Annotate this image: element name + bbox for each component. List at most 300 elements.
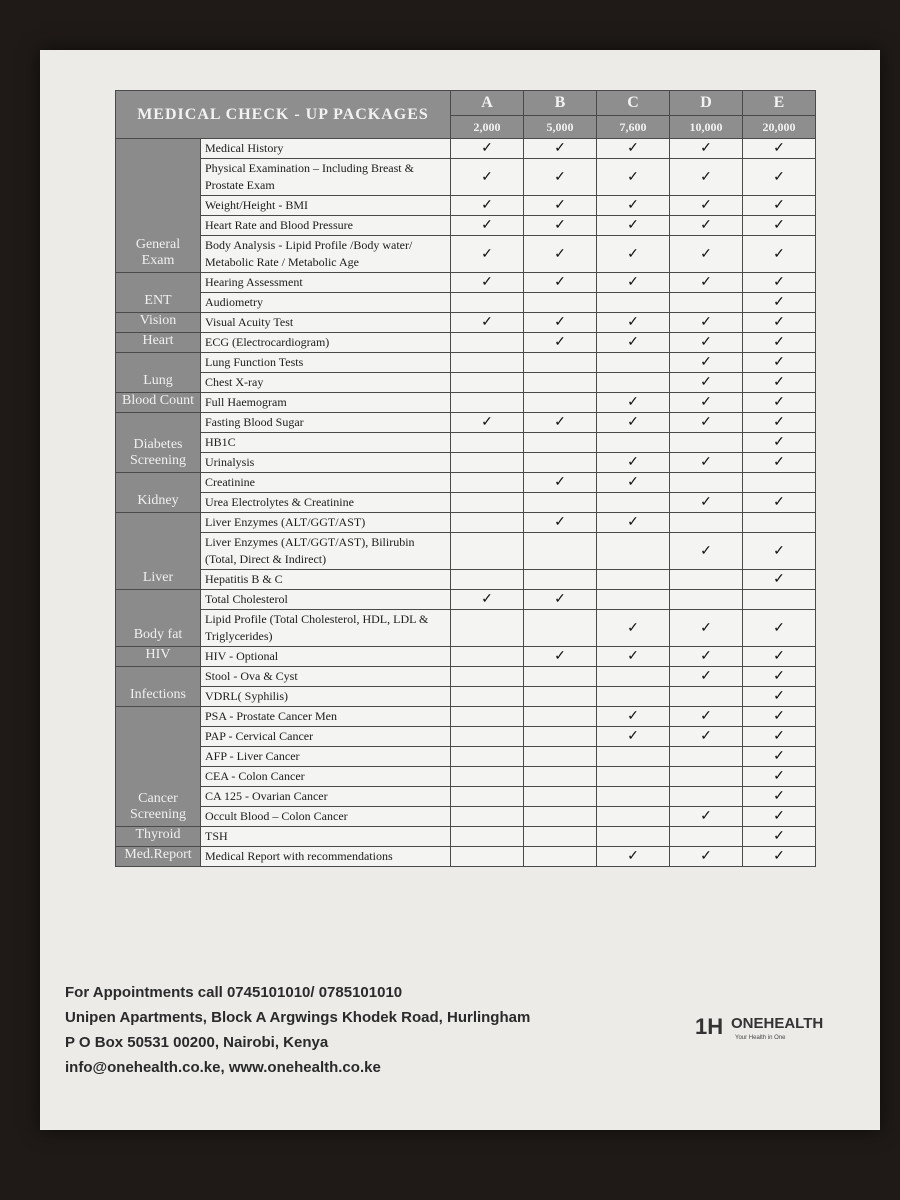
table-row [116, 453, 816, 473]
checkmark-icon: ✓ [773, 169, 785, 185]
test-name-cell: Lipid Profile (Total Cholesterol, HDL, LDL & Triglycerides) [201, 610, 451, 647]
test-name-cell: Hepatitis B & C [201, 570, 451, 590]
checkmark-icon: ✓ [773, 669, 785, 684]
package-d-cell [670, 393, 743, 413]
package-e-cell [743, 313, 816, 333]
package-e-cell [743, 236, 816, 273]
table-row [116, 767, 816, 787]
table-row [116, 747, 816, 767]
package-d-cell [670, 727, 743, 747]
package-d-cell [670, 493, 743, 513]
package-a-cell [451, 847, 524, 867]
checkmark-icon: ✓ [700, 415, 712, 430]
checkmark-icon: ✓ [627, 275, 639, 290]
checkmark-icon: ✓ [773, 649, 785, 664]
checkmark-icon: ✓ [627, 198, 639, 213]
test-name-cell: Full Haemogram [201, 393, 451, 413]
test-name-cell: HB1C [201, 433, 451, 453]
package-b-cell [524, 393, 597, 413]
package-c-cell [597, 807, 670, 827]
checkmark-icon: ✓ [773, 789, 785, 804]
package-a-header: A [451, 91, 524, 116]
table-title: MEDICAL CHECK - UP PACKAGES [116, 91, 451, 139]
package-a-cell [451, 610, 524, 647]
package-b-cell [524, 767, 597, 787]
test-name-cell: Fasting Blood Sugar [201, 413, 451, 433]
package-a-cell [451, 433, 524, 453]
test-name-cell: Medical History [201, 139, 451, 159]
package-d-cell [670, 707, 743, 727]
checkmark-icon: ✓ [627, 315, 639, 330]
category-cell: Liver [116, 513, 201, 590]
checkmark-icon: ✓ [627, 515, 639, 530]
checkmark-icon: ✓ [554, 475, 566, 490]
test-name-cell: PAP - Cervical Cancer [201, 727, 451, 747]
package-e-cell [743, 513, 816, 533]
checkmark-icon: ✓ [481, 315, 493, 330]
package-d-cell [670, 196, 743, 216]
package-e-cell [743, 667, 816, 687]
checkmark-icon: ✓ [554, 415, 566, 430]
package-b-cell [524, 293, 597, 313]
checkmark-icon: ✓ [627, 729, 639, 744]
checkmark-icon: ✓ [773, 769, 785, 784]
package-c-header: C [597, 91, 670, 116]
email-web-line: info@onehealth.co.ke, www.onehealth.co.ke [65, 1059, 381, 1076]
package-d-cell [670, 453, 743, 473]
package-e-cell [743, 787, 816, 807]
checkmark-icon: ✓ [773, 275, 785, 290]
test-name-cell: Chest X-ray [201, 373, 451, 393]
checkmark-icon: ✓ [554, 592, 566, 607]
package-d-cell [670, 667, 743, 687]
package-d-cell [670, 216, 743, 236]
checkmark-icon: ✓ [773, 455, 785, 470]
package-b-cell [524, 847, 597, 867]
package-b-cell [524, 570, 597, 590]
table-row [116, 787, 816, 807]
package-d-cell [670, 533, 743, 570]
package-a-cell [451, 747, 524, 767]
checkmark-icon: ✓ [627, 141, 639, 156]
package-b-cell [524, 533, 597, 570]
package-c-cell [597, 493, 670, 513]
checkmark-icon: ✓ [627, 246, 639, 262]
category-cell: ENT [116, 273, 201, 313]
package-c-cell [597, 373, 670, 393]
table-row [116, 333, 816, 353]
checkmark-icon: ✓ [773, 395, 785, 410]
test-name-cell: Occult Blood – Colon Cancer [201, 807, 451, 827]
table-row [116, 493, 816, 513]
category-cell: Thyroid [116, 827, 201, 847]
test-name-cell: Creatinine [201, 473, 451, 493]
package-e-cell [743, 373, 816, 393]
checkmark-icon: ✓ [700, 275, 712, 290]
package-c-cell [597, 533, 670, 570]
checkmark-icon: ✓ [627, 649, 639, 664]
table-row [116, 473, 816, 493]
package-c-cell [597, 236, 670, 273]
table-row [116, 433, 816, 453]
checkmark-icon: ✓ [700, 218, 712, 233]
table-row [116, 159, 816, 196]
package-d-cell [670, 293, 743, 313]
package-d-cell [670, 590, 743, 610]
checkmark-icon: ✓ [481, 246, 493, 262]
checkmark-icon: ✓ [700, 809, 712, 824]
checkmark-icon: ✓ [773, 620, 785, 636]
package-b-cell [524, 513, 597, 533]
package-b-header: B [524, 91, 597, 116]
table-row [116, 413, 816, 433]
package-e-cell [743, 453, 816, 473]
package-d-price: 10,000 [670, 116, 743, 139]
address-line: Unipen Apartments, Block A Argwings Khodek Road, Hurlingham [65, 1009, 531, 1026]
checkmark-icon: ✓ [700, 543, 712, 559]
package-c-cell [597, 159, 670, 196]
test-name-cell: VDRL( Syphilis) [201, 687, 451, 707]
package-a-cell [451, 807, 524, 827]
package-e-cell [743, 216, 816, 236]
checkmark-icon: ✓ [773, 709, 785, 724]
package-c-cell [597, 747, 670, 767]
package-a-cell [451, 570, 524, 590]
package-c-cell [597, 707, 670, 727]
package-e-cell [743, 687, 816, 707]
checkmark-icon: ✓ [627, 849, 639, 864]
price-list-sheet [40, 50, 880, 1130]
checkmark-icon: ✓ [773, 849, 785, 864]
package-d-cell [670, 687, 743, 707]
package-c-cell [597, 767, 670, 787]
checkmark-icon: ✓ [700, 375, 712, 390]
package-e-cell [743, 139, 816, 159]
package-a-cell [451, 159, 524, 196]
package-a-cell [451, 647, 524, 667]
package-b-cell [524, 139, 597, 159]
package-d-cell [670, 610, 743, 647]
package-b-cell [524, 827, 597, 847]
package-a-cell [451, 767, 524, 787]
checkmark-icon: ✓ [773, 435, 785, 450]
checkmark-icon: ✓ [700, 729, 712, 744]
po-box-line: P O Box 50531 00200, Nairobi, Kenya [65, 1034, 329, 1051]
checkmark-icon: ✓ [554, 218, 566, 233]
table-row [116, 610, 816, 647]
package-b-cell [524, 413, 597, 433]
package-a-cell [451, 707, 524, 727]
checkmark-icon: ✓ [700, 395, 712, 410]
package-c-cell [597, 273, 670, 293]
package-b-cell [524, 196, 597, 216]
package-a-cell [451, 787, 524, 807]
logo-name: ONEHEALTH [731, 1015, 824, 1032]
package-b-price: 5,000 [524, 116, 597, 139]
package-e-cell [743, 273, 816, 293]
package-a-cell [451, 453, 524, 473]
checkmark-icon: ✓ [700, 355, 712, 370]
package-e-cell [743, 333, 816, 353]
checkmark-icon: ✓ [554, 198, 566, 213]
package-c-cell [597, 393, 670, 413]
package-b-cell [524, 353, 597, 373]
package-e-cell [743, 533, 816, 570]
checkmark-icon: ✓ [627, 395, 639, 410]
checkmark-icon: ✓ [481, 141, 493, 156]
package-b-cell [524, 747, 597, 767]
checkmark-icon: ✓ [700, 315, 712, 330]
checkmark-icon: ✓ [700, 335, 712, 350]
package-a-cell [451, 353, 524, 373]
category-cell: Infections [116, 667, 201, 707]
package-a-cell [451, 827, 524, 847]
package-a-cell [451, 196, 524, 216]
test-name-cell: Audiometry [201, 293, 451, 313]
checkmark-icon: ✓ [773, 141, 785, 156]
package-d-cell [670, 473, 743, 493]
checkmark-icon: ✓ [700, 669, 712, 684]
category-cell: Body fat [116, 590, 201, 647]
checkmark-icon: ✓ [773, 829, 785, 844]
package-c-cell [597, 570, 670, 590]
checkmark-icon: ✓ [554, 141, 566, 156]
test-name-cell: Visual Acuity Test [201, 313, 451, 333]
category-cell: General Exam [116, 139, 201, 273]
checkup-packages-table [115, 90, 816, 867]
test-name-cell: Total Cholesterol [201, 590, 451, 610]
table-row [116, 667, 816, 687]
package-c-cell [597, 667, 670, 687]
table-row [116, 293, 816, 313]
package-e-cell [743, 647, 816, 667]
checkmark-icon: ✓ [700, 455, 712, 470]
package-b-cell [524, 807, 597, 827]
checkmark-icon: ✓ [700, 198, 712, 213]
table-row [116, 847, 816, 867]
package-d-cell [670, 273, 743, 293]
package-a-cell [451, 393, 524, 413]
table-row [116, 570, 816, 590]
package-letter-row [116, 91, 816, 116]
package-a-cell [451, 473, 524, 493]
test-name-cell: ECG (Electrocardiogram) [201, 333, 451, 353]
table-row [116, 807, 816, 827]
table-row [116, 533, 816, 570]
package-d-cell [670, 413, 743, 433]
checkmark-icon: ✓ [700, 141, 712, 156]
package-d-cell [670, 353, 743, 373]
table-row [116, 707, 816, 727]
logo-tagline: Your Health in One [735, 1035, 786, 1041]
checkmark-icon: ✓ [554, 515, 566, 530]
package-c-cell [597, 293, 670, 313]
package-d-cell [670, 807, 743, 827]
contact-footer [65, 980, 625, 1080]
test-name-cell: Liver Enzymes (ALT/GGT/AST), Bilirubin (Total, Direct & Indirect) [201, 533, 451, 570]
checkmark-icon: ✓ [773, 218, 785, 233]
checkmark-icon: ✓ [627, 620, 639, 636]
category-cell: Diabetes Screening [116, 413, 201, 473]
checkmark-icon: ✓ [481, 415, 493, 430]
checkmark-icon: ✓ [554, 649, 566, 664]
table-row [116, 727, 816, 747]
package-b-cell [524, 707, 597, 727]
checkmark-icon: ✓ [481, 169, 493, 185]
package-e-cell [743, 707, 816, 727]
package-c-cell [597, 610, 670, 647]
checkmark-icon: ✓ [554, 169, 566, 185]
package-c-cell [597, 473, 670, 493]
test-name-cell: Physical Examination – Including Breast & Prostate Exam [201, 159, 451, 196]
checkmark-icon: ✓ [773, 729, 785, 744]
table-row [116, 687, 816, 707]
category-cell: Cancer Screening [116, 707, 201, 827]
package-e-cell [743, 353, 816, 373]
checkmark-icon: ✓ [773, 375, 785, 390]
table-row [116, 196, 816, 216]
category-cell: Lung [116, 353, 201, 393]
package-e-cell [743, 767, 816, 787]
package-d-cell [670, 373, 743, 393]
package-a-cell [451, 493, 524, 513]
checkmark-icon: ✓ [773, 246, 785, 262]
package-a-cell [451, 333, 524, 353]
test-name-cell: TSH [201, 827, 451, 847]
package-e-cell [743, 610, 816, 647]
test-name-cell: Hearing Assessment [201, 273, 451, 293]
checkmark-icon: ✓ [481, 275, 493, 290]
package-d-cell [670, 333, 743, 353]
checkmark-icon: ✓ [627, 475, 639, 490]
package-b-cell [524, 453, 597, 473]
package-a-price: 2,000 [451, 116, 524, 139]
table-body [116, 139, 816, 867]
package-c-cell [597, 687, 670, 707]
package-e-cell [743, 807, 816, 827]
test-name-cell: Liver Enzymes (ALT/GGT/AST) [201, 513, 451, 533]
package-e-cell [743, 196, 816, 216]
table-row [116, 373, 816, 393]
package-d-header: D [670, 91, 743, 116]
package-c-cell [597, 216, 670, 236]
checkmark-icon: ✓ [773, 355, 785, 370]
package-a-cell [451, 413, 524, 433]
package-b-cell [524, 433, 597, 453]
package-a-cell [451, 727, 524, 747]
test-name-cell: CEA - Colon Cancer [201, 767, 451, 787]
logo-mark: 1H [695, 1014, 724, 1039]
appointments-line: For Appointments call 0745101010/ 0785101010 [65, 984, 403, 1001]
checkmark-icon: ✓ [627, 335, 639, 350]
checkmark-icon: ✓ [773, 572, 785, 587]
test-name-cell: HIV - Optional [201, 647, 451, 667]
category-cell: Med.Report [116, 847, 201, 867]
category-cell: Kidney [116, 473, 201, 513]
category-cell: Vision [116, 313, 201, 333]
table-row [116, 353, 816, 373]
package-c-cell [597, 847, 670, 867]
checkmark-icon: ✓ [627, 415, 639, 430]
package-b-cell [524, 273, 597, 293]
table-row [116, 273, 816, 293]
checkmark-icon: ✓ [481, 198, 493, 213]
package-a-cell [451, 513, 524, 533]
checkmark-icon: ✓ [773, 295, 785, 310]
package-d-cell [670, 433, 743, 453]
package-b-cell [524, 313, 597, 333]
checkmark-icon: ✓ [773, 415, 785, 430]
checkmark-icon: ✓ [481, 592, 493, 607]
package-b-cell [524, 687, 597, 707]
package-c-cell [597, 196, 670, 216]
category-cell: HIV [116, 647, 201, 667]
test-name-cell: Urea Electrolytes & Creatinine [201, 493, 451, 513]
checkmark-icon: ✓ [700, 169, 712, 185]
checkmark-icon: ✓ [773, 809, 785, 824]
checkmark-icon: ✓ [481, 218, 493, 233]
package-e-cell [743, 590, 816, 610]
package-d-cell [670, 570, 743, 590]
checkmark-icon: ✓ [554, 275, 566, 290]
checkmark-icon: ✓ [554, 315, 566, 330]
package-b-cell [524, 236, 597, 273]
checkmark-icon: ✓ [700, 649, 712, 664]
checkmark-icon: ✓ [700, 709, 712, 724]
package-c-cell [597, 827, 670, 847]
table-row [116, 393, 816, 413]
checkmark-icon: ✓ [773, 495, 785, 510]
table-row [116, 216, 816, 236]
package-b-cell [524, 590, 597, 610]
package-d-cell [670, 236, 743, 273]
package-b-cell [524, 787, 597, 807]
test-name-cell: CA 125 - Ovarian Cancer [201, 787, 451, 807]
checkmark-icon: ✓ [773, 198, 785, 213]
package-d-cell [670, 747, 743, 767]
package-c-cell [597, 139, 670, 159]
package-e-header: E [743, 91, 816, 116]
package-e-price: 20,000 [743, 116, 816, 139]
test-name-cell: PSA - Prostate Cancer Men [201, 707, 451, 727]
package-a-cell [451, 216, 524, 236]
package-e-cell [743, 293, 816, 313]
package-a-cell [451, 533, 524, 570]
package-e-cell [743, 159, 816, 196]
test-name-cell: Body Analysis - Lipid Profile /Body water/ Metabolic Rate / Metabolic Age [201, 236, 451, 273]
package-e-cell [743, 393, 816, 413]
table-row [116, 647, 816, 667]
package-b-cell [524, 727, 597, 747]
package-c-price: 7,600 [597, 116, 670, 139]
package-b-cell [524, 493, 597, 513]
package-a-cell [451, 293, 524, 313]
checkmark-icon: ✓ [554, 246, 566, 262]
package-e-cell [743, 433, 816, 453]
table-row [116, 513, 816, 533]
package-a-cell [451, 667, 524, 687]
package-a-cell [451, 139, 524, 159]
package-b-cell [524, 216, 597, 236]
package-c-cell [597, 433, 670, 453]
test-name-cell: Stool - Ova & Cyst [201, 667, 451, 687]
package-a-cell [451, 687, 524, 707]
package-c-cell [597, 787, 670, 807]
package-b-cell [524, 333, 597, 353]
table-row [116, 236, 816, 273]
package-e-cell [743, 747, 816, 767]
package-e-cell [743, 413, 816, 433]
